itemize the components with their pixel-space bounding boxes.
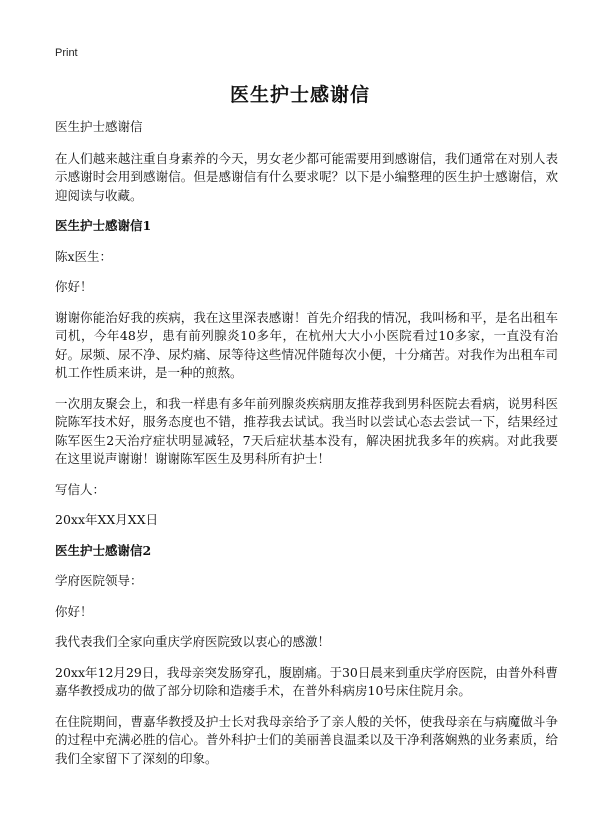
letter-2-paragraph-1: 我代表我们全家向重庆学府医院致以衷心的感激！ xyxy=(55,634,331,649)
letter-2-heading: 医生护士感谢信2 xyxy=(55,542,152,558)
page-title: 医生护士感谢信 xyxy=(229,84,370,106)
letter-1-greeting: 你好！ xyxy=(55,279,93,294)
letter-1-paragraph-2: 一次朋友聚会上，和我一样患有多年前列腺炎疾病朋友推荐我到男科医院去看病，说男科医院陈军技术好，服务态度也不错，推荐我去试试。我当时以尝试心态去尝试一下，结果经过陈军医生2天治疗症状明显减轻，7天后症状基本没有，解决困扰我多年的疾病。对此我要在这里说声谢谢！谢谢陈军医生及男科所有护士！ xyxy=(55,395,558,466)
document-body xyxy=(55,118,558,780)
letter-1-signature-label: 写信人： xyxy=(55,481,106,497)
lead-line: 医生护士感谢信 xyxy=(55,119,143,134)
letter-1-heading: 医生护士感谢信1 xyxy=(55,218,152,233)
letter-2-greeting: 你好！ xyxy=(55,603,93,619)
intro-paragraph: 在人们越来越注重自身素养的今天，男女老少都可能需要用到感谢信，我们通常在对别人表示感谢时会用到感谢信。但是感谢信有什么要求呢？以下是小编整理的医生护士感谢信，欢迎阅读与收藏。 xyxy=(55,150,558,203)
print-label[interactable]: Print xyxy=(55,47,78,59)
letter-1-date: 20xx年XX月XX日 xyxy=(55,512,159,527)
letter-1-salutation: 陈x医生： xyxy=(55,248,113,264)
letter-2-paragraph-2: 20xx年12月29日，我母亲突发肠穿孔，腹剧痛。于30日晨来到重庆学府医院，由普外科曹嘉华教授成功的做了部分切除和造瘘手术，在普外科病房10号床住院月余。 xyxy=(55,664,558,698)
letter-2-salutation: 学府医院领导： xyxy=(55,573,143,588)
letter-2-paragraph-3: 在住院期间，曹嘉华教授及护士长对我母亲给予了亲人般的关怀，使我母亲在与病魔做斗争的过程中充满必胜的信心。普外科护士们的美丽善良温柔以及干净利落娴熟的业务素质，给我们全家留下了深刻的印象。 xyxy=(55,713,558,766)
letter-1-paragraph-1: 谢谢你能治好我的疾病，我在这里深表感谢！首先介绍我的情况，我叫杨和平，是名出租车司机，今年48岁，患有前列腺炎10多年，在杭州大大小小医院看过10多家，一直没有治好。尿频、尿不净、尿灼痛、尿等待这些情况伴随每次小便，十分痛苦。对我作为出租车司机工作性质来讲，是一种的煎熬。 xyxy=(55,309,558,380)
